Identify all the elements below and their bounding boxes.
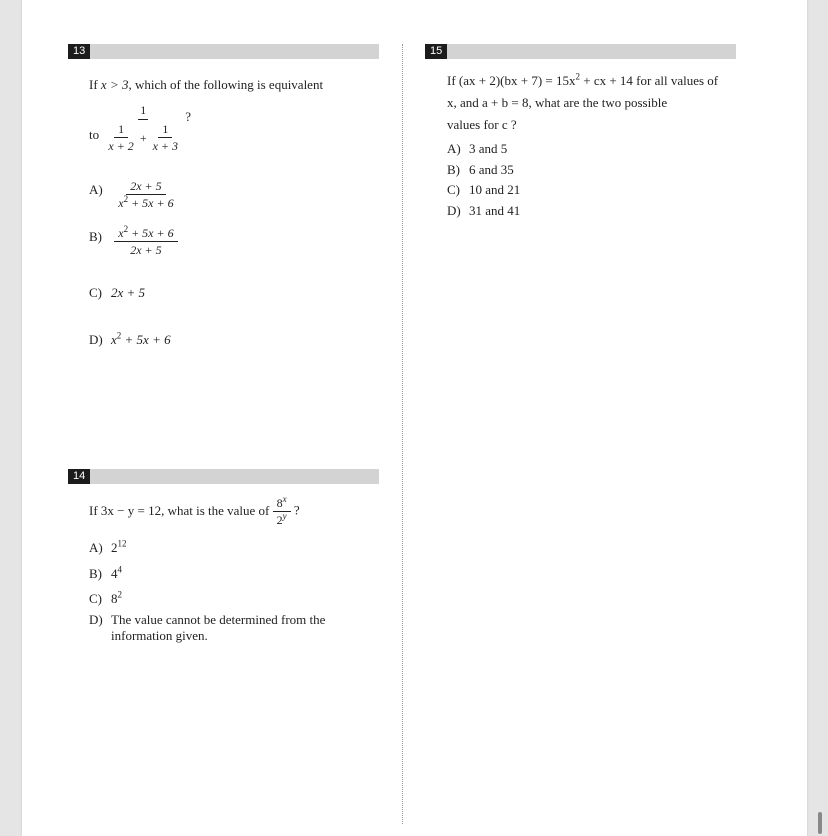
q13-number: 13 (68, 44, 90, 59)
q15-stem-line2: x, and a + b = 8, what are the two possible (447, 95, 668, 110)
q15-option-b[interactable]: B) 6 and 35 (447, 162, 514, 177)
q14-option-a[interactable]: A) $2^{12}$ (89, 538, 127, 555)
scrollbar-thumb[interactable] (818, 812, 822, 834)
q15-stem-line1: If $(ax + 2)(bx + 7) = 15x^2$ + cx + 14 for all values of (447, 71, 719, 88)
q14-stem: If 3x − y = 12, what is the value of $\frac{8^x}{2^y}$ ? (89, 494, 300, 527)
q13-option-a[interactable]: A) $\frac{2x + 5}{x^2 + 5x + 6}$ (89, 179, 174, 210)
q15-header-bar (425, 44, 736, 59)
q14-option-d-cont: information given. (111, 628, 208, 643)
document-page (22, 0, 807, 836)
column-divider (402, 44, 403, 824)
q13-option-b[interactable]: B) $\frac{x^2 + 5x + 6}{2x + 5}$ (89, 226, 178, 257)
q15-number: 15 (425, 44, 447, 59)
q14-option-d[interactable]: D) The value cannot be determined from the (89, 612, 326, 627)
q15-stem-line3: values for c ? (447, 117, 517, 132)
q15-option-c[interactable]: C) 10 and 21 (447, 182, 521, 197)
q14-option-c[interactable]: C) $8^2$ (89, 589, 122, 606)
q13-stem: If x > 3, which of the following is equivalent (89, 77, 324, 92)
q13-option-c[interactable]: C) 2x + 5 (89, 285, 146, 300)
q14-header-bar (68, 469, 379, 484)
q15-option-d[interactable]: D) 31 and 41 (447, 203, 521, 218)
q13-complex-fraction: 1 $\frac{1}{x + 2}$ + $\frac{1}{x + 3}$ (108, 103, 179, 153)
q13-option-d[interactable]: D) $x^2 + 5x + 6$ (89, 330, 171, 347)
q14-option-b[interactable]: B) $4^4$ (89, 564, 122, 581)
q13-header-bar (68, 44, 379, 59)
q15-option-a[interactable]: A) 3 and 5 (447, 141, 508, 156)
q14-number: 14 (68, 469, 90, 484)
q13-expression: to 1 $\frac{1}{x + 2}$ + $\frac{1}{x + 3}$ ? (89, 103, 192, 153)
